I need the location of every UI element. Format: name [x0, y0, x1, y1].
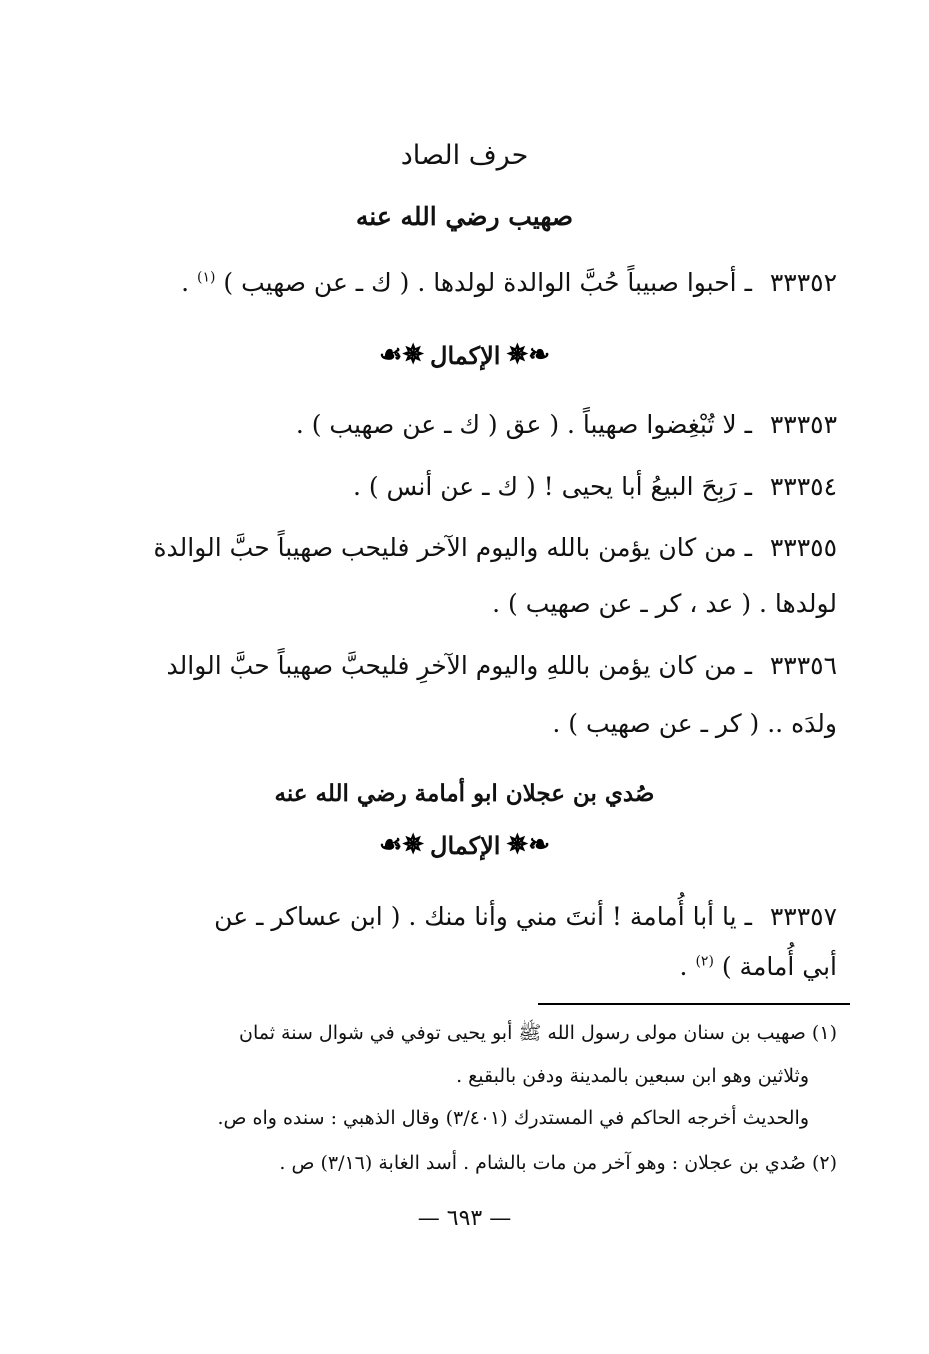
hadith-end: .	[181, 268, 190, 297]
footnote-1-line3: والحديث أخرجه الحاكم في المستدرك (٣/٤٠١) وقال الذهبي : سنده واه ص.	[217, 1107, 809, 1129]
footnote-1-line2: وثلاثين وهو ابن سبعين بالمدينة ودفن بالبقيع .	[456, 1065, 809, 1087]
hadith-number: ٣٣٣٥٧	[769, 902, 837, 931]
hadith-33357-line2	[137, 952, 837, 982]
hadith-33355-line1	[137, 533, 837, 563]
chapter-title: حرف الصاد	[400, 140, 529, 171]
hadith-text: ـ أحبوا صبيباً حُبَّ الوالدة لولدها . ( ك ـ عن صهيب )	[223, 268, 752, 297]
ikmal-ornament-2	[0, 830, 929, 860]
hadith-text: ـ لا تُبْغِضوا صهيباً . ( عق ( ك ـ عن صهيب ) .	[295, 410, 752, 439]
ikmal-ornament-1	[0, 340, 929, 370]
footnote-divider	[538, 1003, 850, 1005]
hadith-33354	[137, 472, 837, 502]
hadith-text: ـ من كان يؤمن بالله واليوم الآخر فليحب صهيباً حبَّ الوالدة	[153, 533, 752, 562]
footnote-2-line1: (٢) صُدي بن عجلان : وهو آخر من مات بالشام . أسد الغابة (٣/١٦) ص .	[279, 1152, 837, 1174]
ornament-left-icon: ☙✵	[378, 340, 425, 370]
page-number: — ٦٩٣ —	[417, 1206, 512, 1231]
ornament-right-icon: ✵❧	[506, 340, 551, 370]
section-title-suhayb: صهيب رضي الله عنه	[355, 202, 574, 231]
hadith-33355-line2: لولدها . ( عد ، كر ـ عن صهيب ) .	[492, 589, 837, 618]
hadith-text: أبي أُمامة )	[721, 952, 837, 981]
ornament-left-icon: ☙✵	[378, 830, 425, 860]
hadith-number: ٣٣٣٥٢	[769, 268, 837, 297]
hadith-number: ٣٣٣٥٤	[769, 472, 837, 501]
hadith-33357-line1	[137, 902, 837, 932]
footnote-ref-2: (٢)	[695, 953, 714, 970]
footnote-ref-1: (١)	[197, 269, 216, 286]
hadith-number: ٣٣٣٥٦	[769, 651, 837, 680]
hadith-number: ٣٣٣٥٣	[769, 410, 837, 439]
hadith-number: ٣٣٣٥٥	[769, 533, 837, 562]
footnote-1-line1: (١) صهيب بن سنان مولى رسول الله ﷺ أبو يحيى توفي في شوال سنة ثمان	[239, 1022, 837, 1044]
ornament-label: الإكمال	[430, 830, 501, 860]
hadith-33352	[137, 268, 837, 298]
ornament-label: الإكمال	[430, 340, 501, 370]
hadith-text: ـ رَبِحَ البيعُ أبا يحيى ! ( ك ـ عن أنس ) .	[352, 472, 752, 501]
hadith-33356-line2: ولدَه .. ( كر ـ عن صهيب ) .	[552, 709, 837, 738]
hadith-end: .	[679, 952, 688, 981]
hadith-33356-line1	[137, 651, 837, 681]
hadith-33353	[137, 410, 837, 440]
hadith-text: ـ يا أبا أُمامة ! أنتَ مني وأنا منك . ( ابن عساكر ـ عن	[214, 902, 752, 931]
section-title-sudayy: صُدي بن عجلان ابو أمامة رضي الله عنه	[274, 780, 655, 807]
hadith-text: ـ من كان يؤمن باللهِ واليوم الآخرِ فليحبَّ صهيباً حبَّ الوالد	[166, 651, 752, 680]
ornament-right-icon: ✵❧	[506, 830, 551, 860]
